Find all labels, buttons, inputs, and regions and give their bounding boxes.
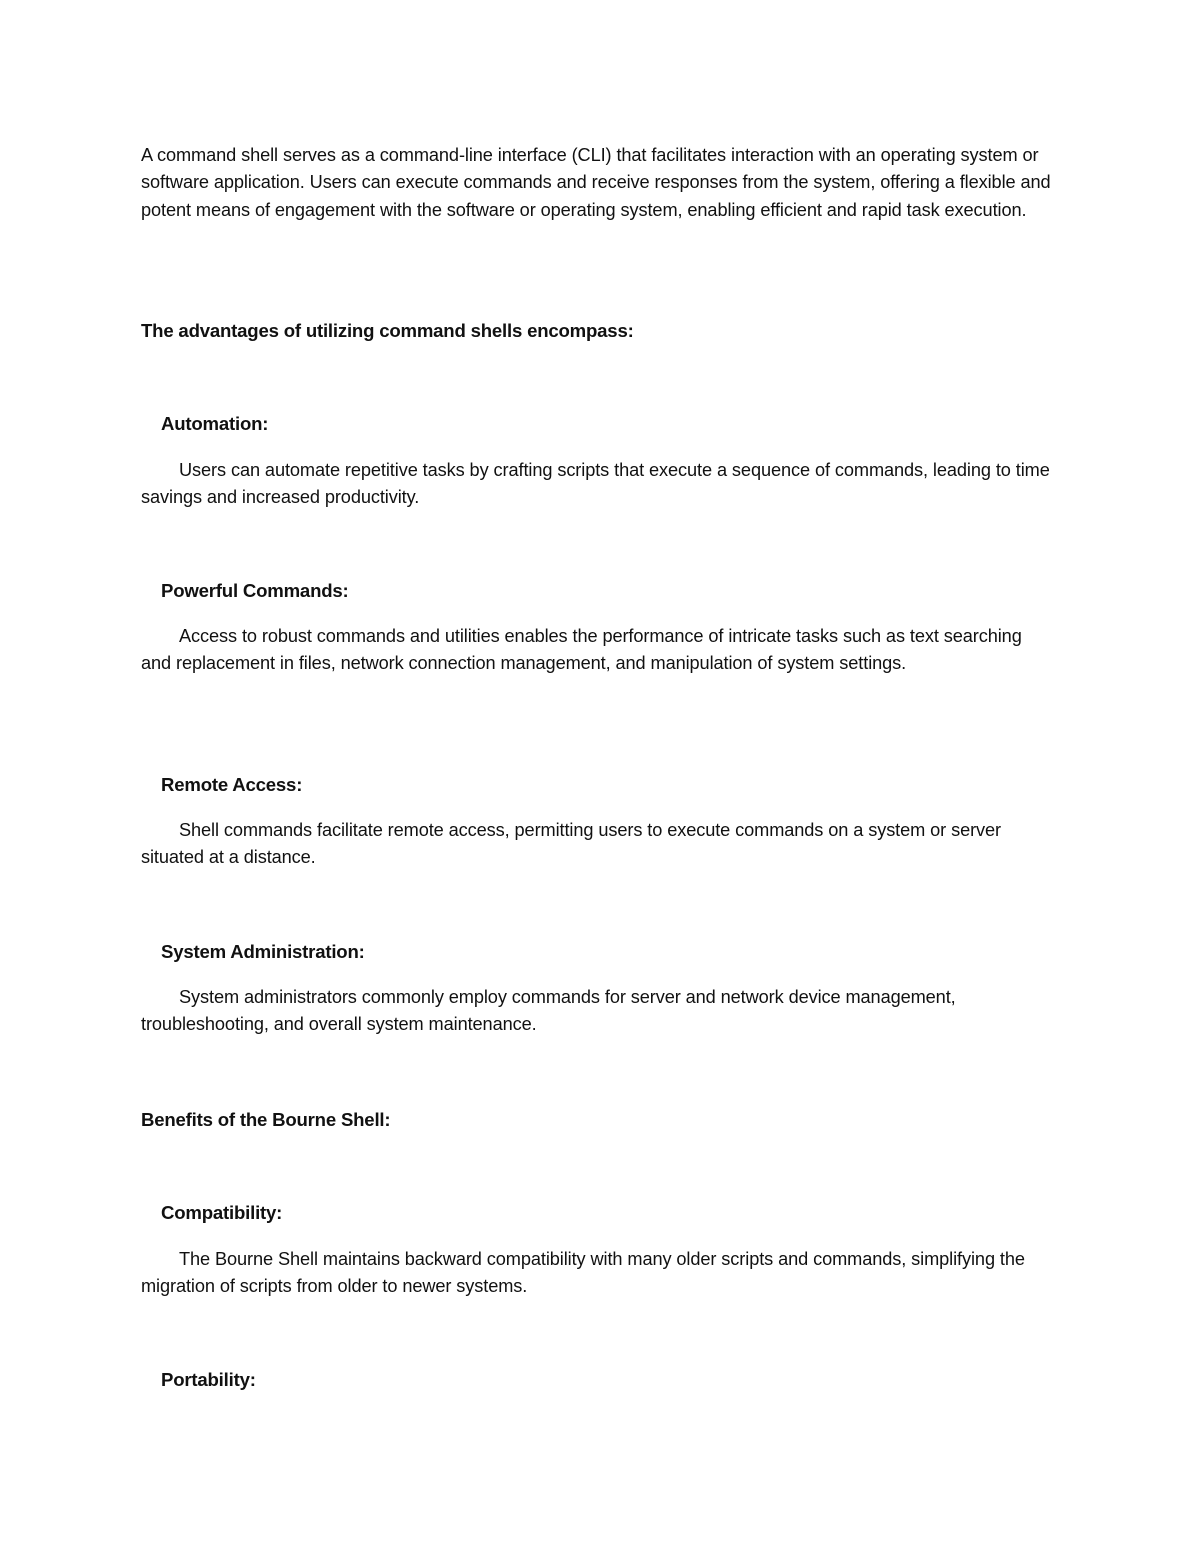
remote-access-heading: Remote Access: <box>161 774 303 795</box>
advantages-heading: The advantages of utilizing command shells encompass: <box>141 320 634 341</box>
portability-heading: Portability: <box>161 1369 256 1390</box>
system-administration-heading: System Administration: <box>161 941 365 962</box>
remote-access-paragraph: Shell commands facilitate remote access, permitting users to execute commands on a system or server situated at a distance. <box>141 820 1002 868</box>
powerful-commands-paragraph: Access to robust commands and utilities enables the performance of intricate tasks such as text searching and replacement in files, network connection management, and manipulation of system settings. <box>141 626 1022 674</box>
powerful-commands-heading: Powerful Commands: <box>161 580 349 601</box>
intro-paragraph: A command shell serves as a command-line interface (CLI) that facilitates interaction with an operating system or software application. Users can execute commands and receive responses from the system, offering a flexible and potent means of engagement with the software or operating system, enabling efficient and rapid task execution. <box>141 145 1051 220</box>
compatibility-heading: Compatibility: <box>161 1202 283 1223</box>
system-administration-paragraph: System administrators commonly employ commands for server and network device management, troubleshooting, and overall system maintenance. <box>141 987 956 1035</box>
automation-heading: Automation: <box>161 413 269 434</box>
automation-paragraph: Users can automate repetitive tasks by crafting scripts that execute a sequence of commands, leading to time savings and increased productivity. <box>141 460 1050 508</box>
bourne-heading: Benefits of the Bourne Shell: <box>141 1109 391 1130</box>
compatibility-paragraph: The Bourne Shell maintains backward compatibility with many older scripts and commands, simplifying the migration of scripts from older to newer systems. <box>141 1249 1025 1297</box>
